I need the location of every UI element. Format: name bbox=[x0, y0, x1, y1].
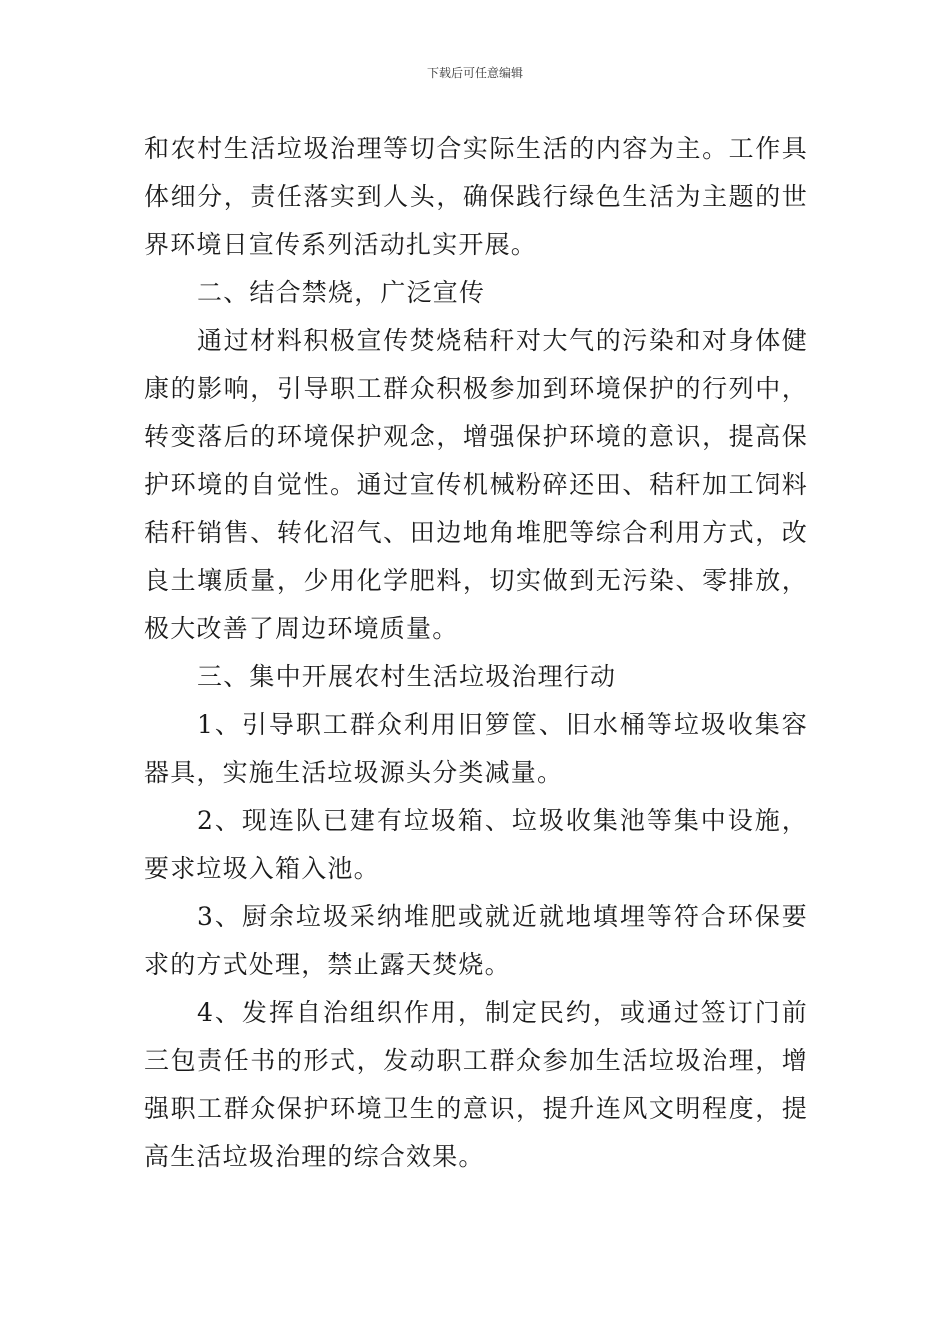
header-note: 下载后可任意编辑 bbox=[426, 66, 523, 80]
paragraph-burning-ban: 通过材料积极宣传焚烧秸秆对大气的污染和对身体健康的影响，引导职工群众积极参加到环境保护的行列中，转变落后的环境保护观念，增强保护环境的意识，提高保护环境的自觉性。通过宣传机械粉碎还田、秸秆加工饲料秸秆销售、转化沼气、田边地角堆肥等综合利用方式，改良土壤质量，少用化学肥料，切实做到无污染、零排放，极大改善了周边环境质量。 bbox=[144, 326, 808, 643]
paragraph-continuation: 和农村生活垃圾治理等切合实际生活的内容为主。工作具体细分，责任落实到人头，确保践行绿色生活为主题的世界环境日宣传系列活动扎实开展。 bbox=[144, 134, 808, 259]
list-item-1: 1、引导职工群众利用旧箩筐、旧水桶等垃圾收集容器具，实施生活垃圾源头分类减量。 bbox=[144, 710, 808, 787]
list-item-3: 3、厨余垃圾采纳堆肥或就近就地填埋等符合环保要求的方式处理，禁止露天焚烧。 bbox=[144, 902, 808, 979]
document-body bbox=[144, 125, 808, 1181]
section-heading-2: 二、结合禁烧，广泛宣传 bbox=[197, 278, 486, 307]
section-heading-3: 三、集中开展农村生活垃圾治理行动 bbox=[197, 662, 617, 691]
list-item-2: 2、现连队已建有垃圾箱、垃圾收集池等集中设施，要求垃圾入箱入池。 bbox=[144, 806, 808, 883]
list-item-4: 4、发挥自治组织作用，制定民约，或通过签订门前三包责任书的形式，发动职工群众参加生活垃圾治理，增强职工群众保护环境卫生的意识，提升连风文明程度，提高生活垃圾治理的综合效果。 bbox=[144, 998, 808, 1171]
